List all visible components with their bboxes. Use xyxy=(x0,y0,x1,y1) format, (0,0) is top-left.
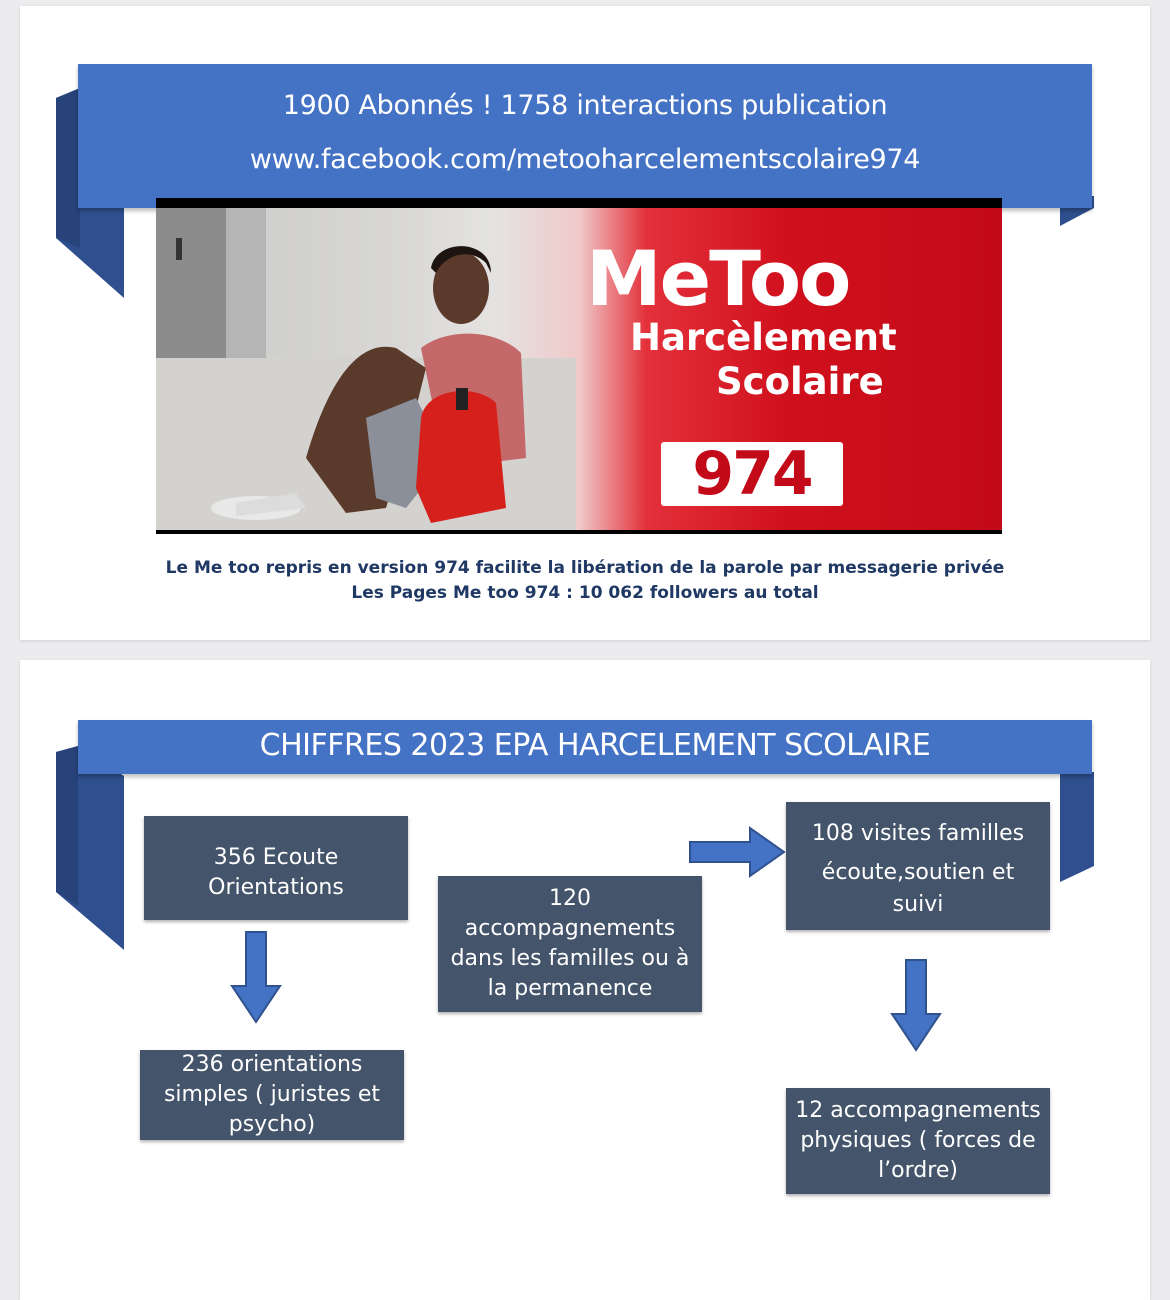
box-line: l’ordre) xyxy=(878,1158,958,1183)
box-line: dans les familles ou à xyxy=(450,946,690,971)
logo-974-badge: 974 xyxy=(661,442,843,506)
facebook-url-text: www.facebook.com/metooharcelementscolaire974 xyxy=(249,144,921,175)
box-line: 356 Ecoute xyxy=(213,845,339,870)
ribbon-fold-left xyxy=(56,746,124,950)
logo-scolaire-text: Scolaire xyxy=(716,360,884,403)
box-accompagnements-physiques xyxy=(786,1088,1050,1194)
slide-facebook-stats xyxy=(20,6,1150,640)
subscribers-text: 1900 Abonnés ! 1758 interactions publication xyxy=(282,90,888,121)
logo-metoo-text: MeToo xyxy=(586,234,850,323)
caption-line-2: Les Pages Me too 974 : 10 062 followers au total xyxy=(351,583,819,603)
title-ribbon xyxy=(78,720,1092,774)
slide-chiffres-2023 xyxy=(20,660,1150,1300)
box-line: psycho) xyxy=(228,1112,316,1137)
caption-line-1: Le Me too repris en version 974 facilite la libération de la parole par messagerie privée xyxy=(165,558,1005,578)
box-line: 12 accompagnements xyxy=(795,1098,1041,1123)
box-line: accompagnements xyxy=(464,916,676,941)
box-line: 236 orientations xyxy=(181,1052,363,1077)
arrow-down-icon xyxy=(230,930,282,1026)
box-line: Orientations xyxy=(208,875,344,900)
box-line: la permanence xyxy=(487,976,653,1001)
box-line: 120 xyxy=(549,886,591,911)
box-ecoute-orientations xyxy=(144,816,408,920)
box-line: suivi xyxy=(892,892,944,917)
box-accompagnements-familles xyxy=(438,876,702,1012)
box-orientations-simples xyxy=(140,1050,404,1140)
box-visites-familles xyxy=(786,802,1050,930)
slide-title: CHIFFRES 2023 EPA HARCELEMENT SCOLAIRE xyxy=(259,728,931,763)
metoo-banner-image xyxy=(156,198,1002,534)
header-ribbon xyxy=(78,64,1092,208)
arrow-down-icon xyxy=(890,958,942,1054)
arrow-right-icon xyxy=(688,826,786,878)
box-line: simples ( juristes et xyxy=(163,1082,381,1107)
box-line: physiques ( forces de xyxy=(800,1128,1036,1153)
logo-harcelement-text: Harcèlement xyxy=(630,316,897,359)
box-line: 108 visites familles xyxy=(811,821,1025,846)
ribbon-fold-right xyxy=(1060,772,1094,882)
box-line: écoute,soutien et xyxy=(821,860,1015,885)
